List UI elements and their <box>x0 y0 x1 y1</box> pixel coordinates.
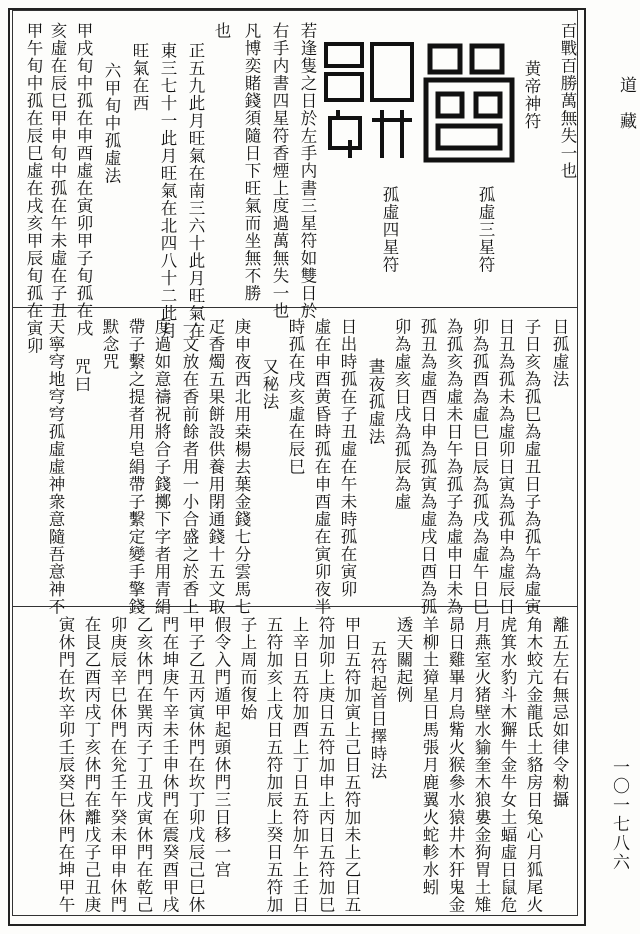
page-number: 一〇一七八六 <box>609 758 629 872</box>
talisman-three-star <box>420 40 520 170</box>
talisman-three-star-icon <box>420 40 520 170</box>
lower-col-10: 符加卯上庚日五符加申上丙日五符加巳 <box>316 616 335 914</box>
upper-col-6: 右手内書四星符香煙上度過萬無失一也 <box>270 22 289 320</box>
middle-col-1: 日孤虛法 <box>550 318 569 388</box>
middle-col-7: 卯為虛亥日戌為孤辰為虛 <box>392 318 411 511</box>
lower-col-18: 卯庚辰辛巳休門在兊壬午癸未甲申休門 <box>108 616 127 914</box>
lower-col-11: 上辛日五符加酉上丁日五符加午上壬日 <box>290 616 309 914</box>
lower-col-2: 角木蛟亢金龍氐土貉房日兔心月狐尾火 <box>524 616 543 914</box>
middle-col-20: 天寧穹地穹穹孤虛虛神衆意隨吾意神不 <box>46 318 65 616</box>
lower-col-20: 寅休門在坎辛卯壬辰癸巳休門在坤甲午 <box>56 616 75 914</box>
lower-col-5: 昴日雞畢月烏觜火猴參水猿井木犴鬼金 <box>446 616 465 914</box>
middle-col-9: 日出時孤在子丑虛在午未時孤在寅卯 <box>338 318 357 598</box>
upper-col-8: 也 <box>212 22 231 40</box>
upper-col-11: 旺氣在西 <box>130 42 149 112</box>
middle-col-11: 時孤在戌亥虛在辰巳 <box>286 318 305 476</box>
lower-col-4: 月燕室火猪壁水貐奎木狼婁金狗胃土雉 <box>472 616 491 914</box>
lower-col-15: 甲子乙丑丙寅休門在坎丁卯戊辰己巳休 <box>186 616 205 914</box>
upper-col-1: 百戰百勝萬無失一也 <box>558 22 577 180</box>
middle-col-18: 默念咒 <box>100 318 119 371</box>
middle-col-6: 孤丑為虛酉日申為孤寅為虛戌日酉為孤 <box>418 318 437 616</box>
lower-col-1: 離五左右無忌如律令勑攝 <box>550 616 569 809</box>
lower-col-9: 甲日五符加寅上己日五符加未上乙日五 <box>342 616 361 914</box>
middle-col-10: 虛在申酉黄昏時孤在申酉虛在寅卯夜半 <box>312 318 331 616</box>
middle-col-8: 晝夜孤虛法 <box>366 358 385 446</box>
middle-col-2: 子日亥為孤巳為虛丑日子為孤午為虛寅 <box>522 318 541 616</box>
lower-col-7: 透天關起例 <box>394 616 413 704</box>
upper-col-9: 正五九此月旺氣在南三六十此月旺氣在 <box>186 42 205 340</box>
upper-col-10: 東三七十一此月旺氣在北四八十二此月 <box>158 42 177 340</box>
lower-col-3: 虎箕水豹斗木獬牛金牛女土蝠虛日鼠危 <box>498 616 517 914</box>
lower-col-6: 羊柳土獐星日馬張月鹿翼火蛇軫水蚓 <box>420 616 439 896</box>
upper-col-7: 凡博奕賭錢須隨日下旺氣而坐無不勝 <box>242 22 261 302</box>
middle-col-19: 咒曰 <box>72 358 91 393</box>
middle-col-13: 庚申夜西北用桒楊去葉金錢七分雲馬七 <box>232 318 251 616</box>
lower-col-14: 假令入門遁甲起頭休門三日移一宫 <box>212 616 231 879</box>
middle-col-4: 卯為孤酉為虛巳日辰為孤戌為虛午日巳 <box>470 318 489 616</box>
upper-col-13: 甲戌旬中孤在申酉虛在寅卯甲子旬孤在戌 <box>74 22 93 337</box>
talisman-four-star-icon <box>320 40 418 160</box>
middle-col-3: 日丑為孤未為虛卯日寅為孤申為虛辰日 <box>496 318 515 616</box>
talisman-four-star <box>320 40 418 160</box>
lower-col-16: 門在坤庚午辛未壬申休門在震癸酉甲戌 <box>160 616 179 914</box>
middle-col-14: 疋香燭五果餅設供養用閉通錢十五文取 <box>206 318 225 616</box>
middle-col-17: 帶子繫之提者用皂絹帶子繫定變手擎錢 <box>126 318 145 616</box>
upper-col-4: 孤虛四星符 <box>380 186 399 274</box>
middle-col-15: 一文放在香前餘者用一小合盛之於香上 <box>180 318 199 616</box>
middle-col-5: 為孤亥為虛未日午為孤子為虛申日未為 <box>444 318 463 616</box>
margin-label-top: 道 <box>616 76 636 93</box>
margin-label-bottom: 藏 <box>616 112 636 129</box>
upper-col-14: 亥虛在辰巳甲申旬中孤在午未虛在子丑 <box>48 22 67 320</box>
upper-col-5: 若逢隻之日於左手内書三星符如雙日於 <box>298 22 317 320</box>
upper-col-3: 孤虛三星符 <box>476 186 495 274</box>
section-divider-1 <box>12 307 578 308</box>
middle-col-16: 度過如意禱祝將合子錢擲下字者用青絹 <box>152 318 171 616</box>
lower-col-13: 子上周而復始 <box>238 616 257 721</box>
upper-col-2: 黄帝神符 <box>522 60 541 130</box>
upper-col-12: 六甲旬中孤虛法 <box>102 62 121 185</box>
middle-col-12: 又秘法 <box>260 358 279 411</box>
lower-col-8: 五符起首日擇時法 <box>368 640 387 780</box>
lower-col-12: 五符加亥上戊日五符加辰上癸日五符加 <box>264 616 283 914</box>
lower-col-19: 在艮乙酉丙戌丁亥休門在離戊子己丑庚 <box>82 616 101 914</box>
lower-col-17: 乙亥休門在巽丙子丁丑戊寅休門在乾己 <box>134 616 153 914</box>
upper-col-15: 甲午旬中孤在辰巳虛在戌亥甲辰旬孤在寅卯 <box>24 22 43 355</box>
